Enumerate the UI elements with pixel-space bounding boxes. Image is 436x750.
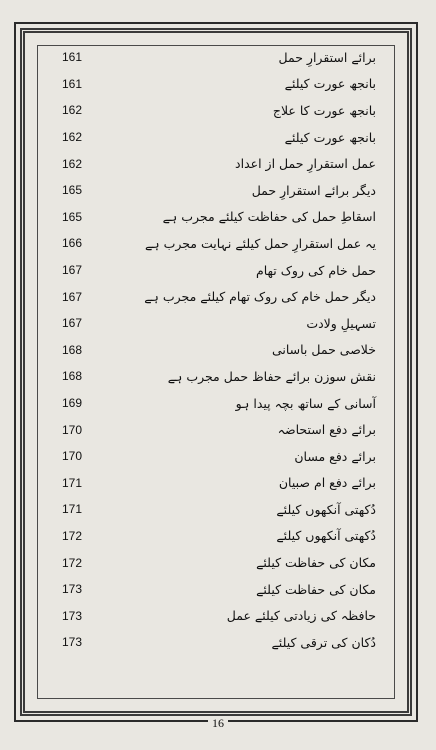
toc-entry: [46, 390, 376, 417]
page-number-text: 16: [208, 716, 228, 730]
toc-entry-page: 169: [62, 396, 83, 411]
toc-entry-title: برائے استقرارِ حمل: [278, 49, 376, 65]
toc-entry-title: عمل استقرارِ حمل از اعداد: [235, 156, 376, 172]
toc-entry: [46, 177, 376, 204]
toc-entry-title: مکان کی حفاظت کیلئے: [256, 581, 376, 597]
toc-entry-page: 172: [62, 555, 83, 570]
toc-entry-page: 167: [62, 316, 83, 331]
toc-entry: [46, 523, 376, 550]
toc-entry: [46, 44, 376, 71]
toc-entry-title: اسقاطِ حمل کی حفاظت کیلئے مجرب ہے: [162, 209, 376, 225]
toc-entry-title: دُکھتی آنکھوں کیلئے: [276, 528, 376, 544]
toc-entry-page: 167: [62, 263, 83, 278]
toc-entry-title: برائے دفع مسان: [294, 448, 376, 464]
toc-entry-page: 171: [62, 502, 83, 517]
toc-entry-page: 172: [62, 528, 83, 543]
toc-entry-page: 170: [62, 422, 83, 437]
toc-entry-page: 173: [62, 608, 83, 623]
toc-entry-title: بانجھ عورت کا علاج: [272, 102, 376, 118]
table-of-contents: [46, 44, 376, 656]
toc-entry: [46, 257, 376, 284]
toc-entry-title: خلاصی حمل باسانی: [271, 342, 376, 358]
toc-entry: [46, 150, 376, 177]
toc-entry-title: حمل خام کی روک تھام: [255, 262, 376, 278]
toc-entry-title: حافظہ کی زیادتی کیلئے عمل: [226, 608, 376, 624]
toc-entry-page: 168: [62, 369, 83, 384]
toc-entry-page: 173: [62, 582, 83, 597]
toc-entry: [46, 310, 376, 337]
page-number: [0, 716, 436, 731]
toc-entry-title: دُکھتی آنکھوں کیلئے: [276, 501, 376, 517]
toc-entry-title: بانجھ عورت کیلئے: [284, 76, 376, 92]
toc-entry-title: دیگر برائے استقرارِ حمل: [251, 182, 376, 198]
toc-entry-page: 161: [62, 76, 83, 91]
toc-entry-page: 165: [62, 209, 83, 224]
toc-entry: [46, 576, 376, 603]
toc-entry-page: 173: [62, 635, 83, 650]
toc-entry-title: آسانی کے ساتھ بچہ پیدا ہو: [235, 395, 376, 411]
toc-entry-page: 168: [62, 342, 83, 357]
toc-entry: [46, 71, 376, 98]
toc-entry-page: 171: [62, 475, 83, 490]
toc-entry-page: 162: [62, 130, 83, 145]
toc-entry: [46, 97, 376, 124]
toc-entry-title: بانجھ عورت کیلئے: [284, 129, 376, 145]
toc-entry: [46, 470, 376, 497]
toc-entry-page: 167: [62, 289, 83, 304]
toc-entry: [46, 416, 376, 443]
toc-entry: [46, 363, 376, 390]
toc-entry: [46, 496, 376, 523]
toc-entry: [46, 629, 376, 656]
toc-entry: [46, 204, 376, 231]
toc-entry-page: 162: [62, 103, 83, 118]
toc-entry: [46, 283, 376, 310]
toc-entry-title: تسہیلِ ولادت: [306, 315, 376, 331]
toc-entry-title: دُکان کی ترقی کیلئے: [271, 634, 376, 650]
toc-entry: [46, 230, 376, 257]
toc-entry-page: 161: [62, 50, 83, 65]
toc-entry: [46, 337, 376, 364]
toc-entry: [46, 443, 376, 470]
toc-entry-page: 165: [62, 183, 83, 198]
toc-entry-page: 166: [62, 236, 83, 251]
toc-entry: [46, 602, 376, 629]
toc-entry-title: نقش سوزن برائے حفاظ حمل مجرب ہے: [167, 368, 376, 384]
toc-entry-title: برائے دفع ام صبیان: [278, 475, 376, 491]
toc-entry-title: دیگر حمل خام کی روک تھام کیلئے مجرب ہے: [144, 289, 376, 305]
toc-entry-page: 170: [62, 449, 83, 464]
toc-entry-title: یہ عمل استقرارِ حمل کیلئے نہایت مجرب ہے: [144, 235, 376, 251]
toc-entry-page: 162: [62, 156, 83, 171]
toc-entry-title: برائے دفع استحاضہ: [277, 422, 376, 438]
toc-entry: [46, 549, 376, 576]
toc-entry: [46, 124, 376, 151]
toc-entry-title: مکان کی حفاظت کیلئے: [256, 555, 376, 571]
